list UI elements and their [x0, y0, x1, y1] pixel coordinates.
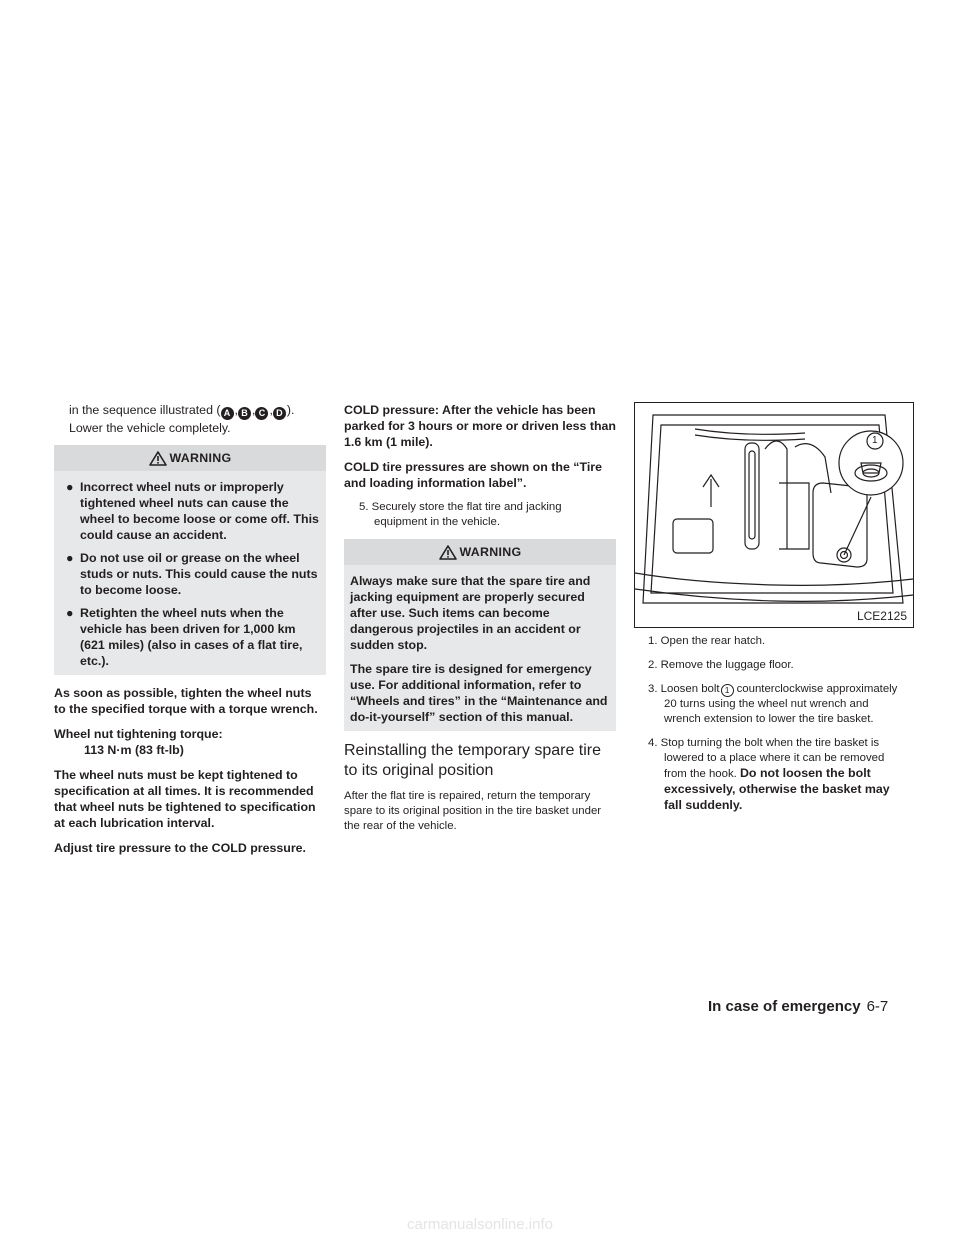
step-2: 2. Remove the luggage floor.: [648, 659, 794, 671]
luggage-area-illustration: [634, 402, 914, 628]
column-3: [634, 402, 906, 823]
step-5: 5. Securely store the flat tire and jacking equipment in the vehicle.: [359, 501, 562, 528]
bolt-number-badge: 1: [721, 684, 734, 697]
torque-value: 113 N·m (83 ft-lb): [84, 743, 184, 757]
letter-c-badge: C: [255, 407, 268, 420]
cold-pressure-definition: COLD pressure: After the vehicle has been parked for 3 hours or more or driven less than 1.6 km (1 mile).: [344, 403, 616, 449]
warning-triangle-icon: [439, 545, 457, 560]
figure-code: LCE2125: [856, 609, 907, 623]
callout-number: 1: [872, 435, 878, 446]
step-1: 1. Open the rear hatch.: [648, 635, 766, 647]
torque-instruction: As soon as possible, tighten the wheel nuts to the specified torque with a torque wrench.: [54, 686, 318, 716]
letter-d-badge: D: [273, 407, 286, 420]
page-footer: [708, 998, 888, 1015]
sequence-sentence: in the sequence illustrated ( A , B , C , D ). Lower the vehicle completely.: [69, 403, 295, 435]
letter-b-badge: B: [238, 407, 251, 420]
page-number: 6-7: [866, 998, 889, 1015]
lower-vehicle-text: Lower the vehicle completely.: [69, 421, 231, 435]
step-4: 4. Stop turning the bolt when the tire basket is lowered to a place where it can be removed from the hook. Do not loosen the bolt excessively, otherwise the basket may fall suddenly.: [648, 737, 890, 812]
column-1: [54, 402, 326, 865]
torque-spec: Wheel nut tightening torque: 113 N·m (83 ft-lb): [54, 727, 223, 757]
warning-box: [344, 565, 616, 731]
cold-pressure-label-note: COLD tire pressures are shown on the “Tire and loading information label”.: [344, 460, 602, 490]
warning-header: WARNING: [54, 445, 326, 471]
step-3: 3. Loosen bolt 1 counterclockwise approximately 20 turns using the wheel nut wrench and wrench extension to lower the tire basket.: [648, 683, 898, 725]
watermark-text: carmanualsonline.info: [407, 1216, 553, 1233]
section-text: After the flat tire is repaired, return the temporary spare to its original position in the tire basket under the rear of the vehicle.: [344, 790, 602, 832]
warning-triangle-icon: [149, 451, 167, 466]
warning-bullet: ● Incorrect wheel nuts or improperly tightened wheel nuts can cause the wheel to become loose or come off. This could cause an accident.: [66, 480, 319, 542]
warning-header: WARNING: [344, 539, 616, 565]
warning-bullet: ● Retighten the wheel nuts when the vehicle has been driven for 1,000 km (621 miles) (also in cases of a flat tire, etc.).: [66, 606, 303, 668]
letter-a-badge: A: [221, 407, 234, 420]
warning-bullet: ● Do not use oil or grease on the wheel studs or nuts. This could cause the nuts to become loose.: [66, 551, 318, 597]
tire-pressure-note: Adjust tire pressure to the COLD pressure.: [54, 841, 306, 855]
warning-text: Always make sure that the spare tire and jacking equipment are properly secured after use. Such items can become dangerous projectiles in an accident or sudden stop.: [350, 574, 591, 652]
tightening-note: The wheel nuts must be kept tightened to specification at all times. It is recommended that wheel nuts be tightened to specification at each lubrication interval.: [54, 768, 316, 830]
column-2: [344, 402, 616, 843]
footer-section-title: In case of emergency: [708, 998, 861, 1015]
warning-text: The spare tire is designed for emergency use. For additional information, refer to “Wheels and tires” in the “Maintenance and do-it-yourself” section of this manual.: [350, 662, 608, 724]
section-title: Reinstalling the temporary spare tire to its original position: [344, 742, 602, 779]
warning-box: [54, 471, 326, 675]
